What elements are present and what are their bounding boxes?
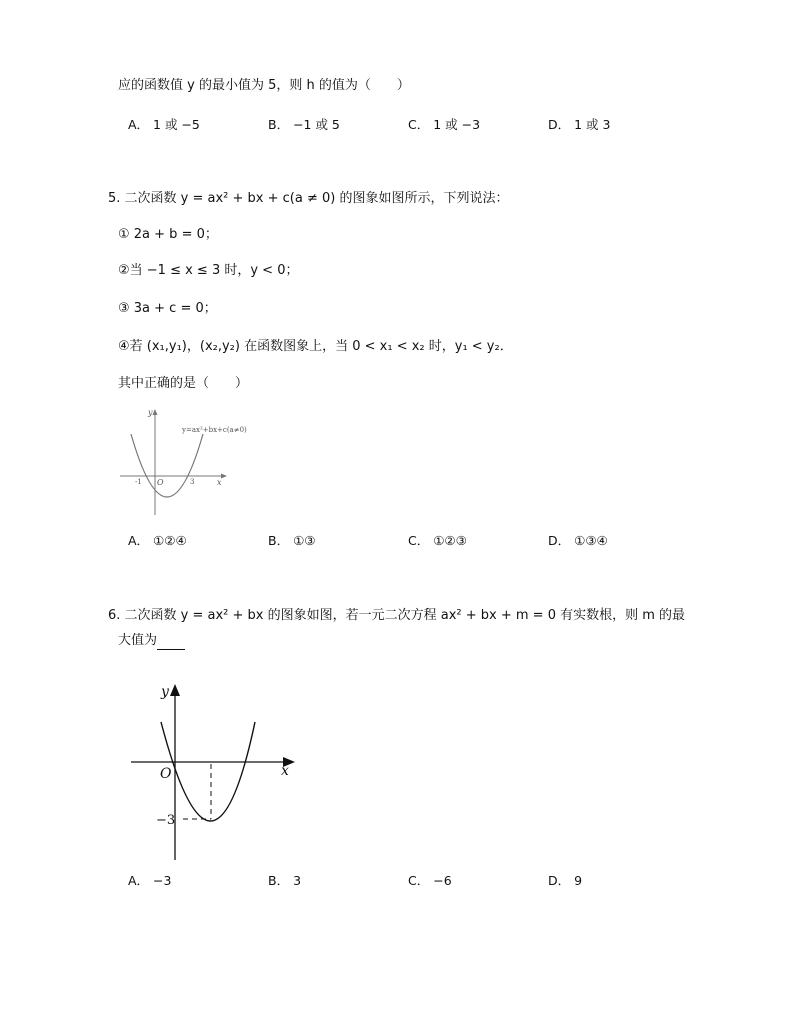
q4-option-a-text: 1 或 −5: [153, 117, 200, 132]
q5-tick-neg1: -1: [135, 478, 142, 486]
q5-option-a-text: ①②④: [153, 533, 187, 548]
q5-statement-1: ① 2a + b = 0；: [118, 227, 218, 242]
q6-answer-blank[interactable]: [157, 635, 185, 650]
q5-x-axis-label: x: [217, 478, 222, 487]
q5-y-arrow-icon: [153, 409, 158, 415]
q6-y-arrow-icon: [170, 684, 180, 696]
q5-option-d-label: D．: [548, 533, 571, 548]
q5-option-a-label: A．: [128, 533, 150, 548]
q6-option-c-text: −6: [433, 873, 452, 888]
q4-option-b[interactable]: [268, 117, 340, 133]
q6-option-c-label: C．: [408, 873, 430, 888]
q6-option-d-label: D．: [548, 873, 571, 888]
q5-graph-label: y=ax²+bx+c(a≠0): [182, 426, 247, 434]
q5-statement-2: ②当 −1 ≤ x ≤ 3 时，y < 0；: [118, 263, 299, 278]
q5-option-c[interactable]: [408, 533, 467, 549]
q5-statement-3: ③ 3a + c = 0；: [118, 301, 217, 316]
q5-option-c-label: C．: [408, 533, 430, 548]
q4-option-a-label: A．: [128, 117, 150, 132]
q5-option-b-label: B．: [268, 533, 290, 548]
q6-option-a[interactable]: [128, 873, 171, 889]
q5-option-d-text: ①③④: [574, 533, 608, 548]
q4-option-c[interactable]: [408, 117, 480, 133]
q4-option-a[interactable]: [128, 117, 200, 133]
q6-stem-line2: 大值为: [118, 633, 158, 648]
q4-option-d[interactable]: [548, 117, 610, 133]
q5-tick-3: 3: [190, 478, 195, 486]
q5-origin-label: O: [157, 478, 164, 487]
q4-option-c-text: 1 或 −3: [433, 117, 481, 132]
q6-parabola-graph: [125, 680, 305, 865]
q6-min-label: −3: [156, 813, 176, 828]
q5-y-axis-label: y: [148, 408, 153, 417]
q5-option-b[interactable]: [268, 533, 315, 549]
q4-option-b-text: −1 或 5: [293, 117, 340, 132]
q6-y-axis-label: y: [161, 684, 169, 700]
q6-origin-label: O: [160, 766, 172, 782]
q6-option-a-label: A．: [128, 873, 150, 888]
q5-option-a[interactable]: [128, 533, 187, 549]
q5-parabola-graph: [115, 405, 260, 517]
q5-option-d[interactable]: [548, 533, 608, 549]
q6-stem-line2-wrap: [118, 632, 185, 650]
q6-option-a-text: −3: [153, 873, 172, 888]
q6-option-b-label: B．: [268, 873, 290, 888]
q5-parabola-curve: [131, 434, 203, 497]
q6-option-c[interactable]: [408, 873, 452, 889]
q6-option-d[interactable]: [548, 873, 582, 889]
q5-option-c-text: ①②③: [433, 533, 467, 548]
q6-option-b[interactable]: [268, 873, 301, 889]
q6-option-b-text: 3: [293, 873, 302, 888]
q6-stem-line1: 6. 二次函数 y = ax² + bx 的图象如图，若一元二次方程 ax² + bx + m = 0 有实数根，则 m 的最: [108, 608, 686, 623]
q4-option-c-label: C．: [408, 117, 430, 132]
q5-statement-4: ④若 (x₁,y₁)，(x₂,y₂) 在函数图象上，当 0 < x₁ < x₂ 时，y₁ < y₂．: [118, 339, 513, 354]
q4-option-d-label: D．: [548, 117, 571, 132]
q4-option-d-text: 1 或 3: [574, 117, 611, 132]
q5-x-arrow-icon: [221, 474, 227, 479]
q4-stem-tail: 应的函数值 y 的最小值为 5，则 h 的值为（ ）: [118, 78, 410, 93]
q4-option-b-label: B．: [268, 117, 290, 132]
q5-option-b-text: ①③: [293, 533, 316, 548]
q6-option-d-text: 9: [574, 873, 583, 888]
q5-stem: 5. 二次函数 y = ax² + bx + c(a ≠ 0) 的图象如图所示，下列说法：: [108, 191, 509, 206]
q5-prompt: 其中正确的是（ ）: [118, 376, 249, 391]
q6-x-axis-label: x: [281, 763, 289, 779]
